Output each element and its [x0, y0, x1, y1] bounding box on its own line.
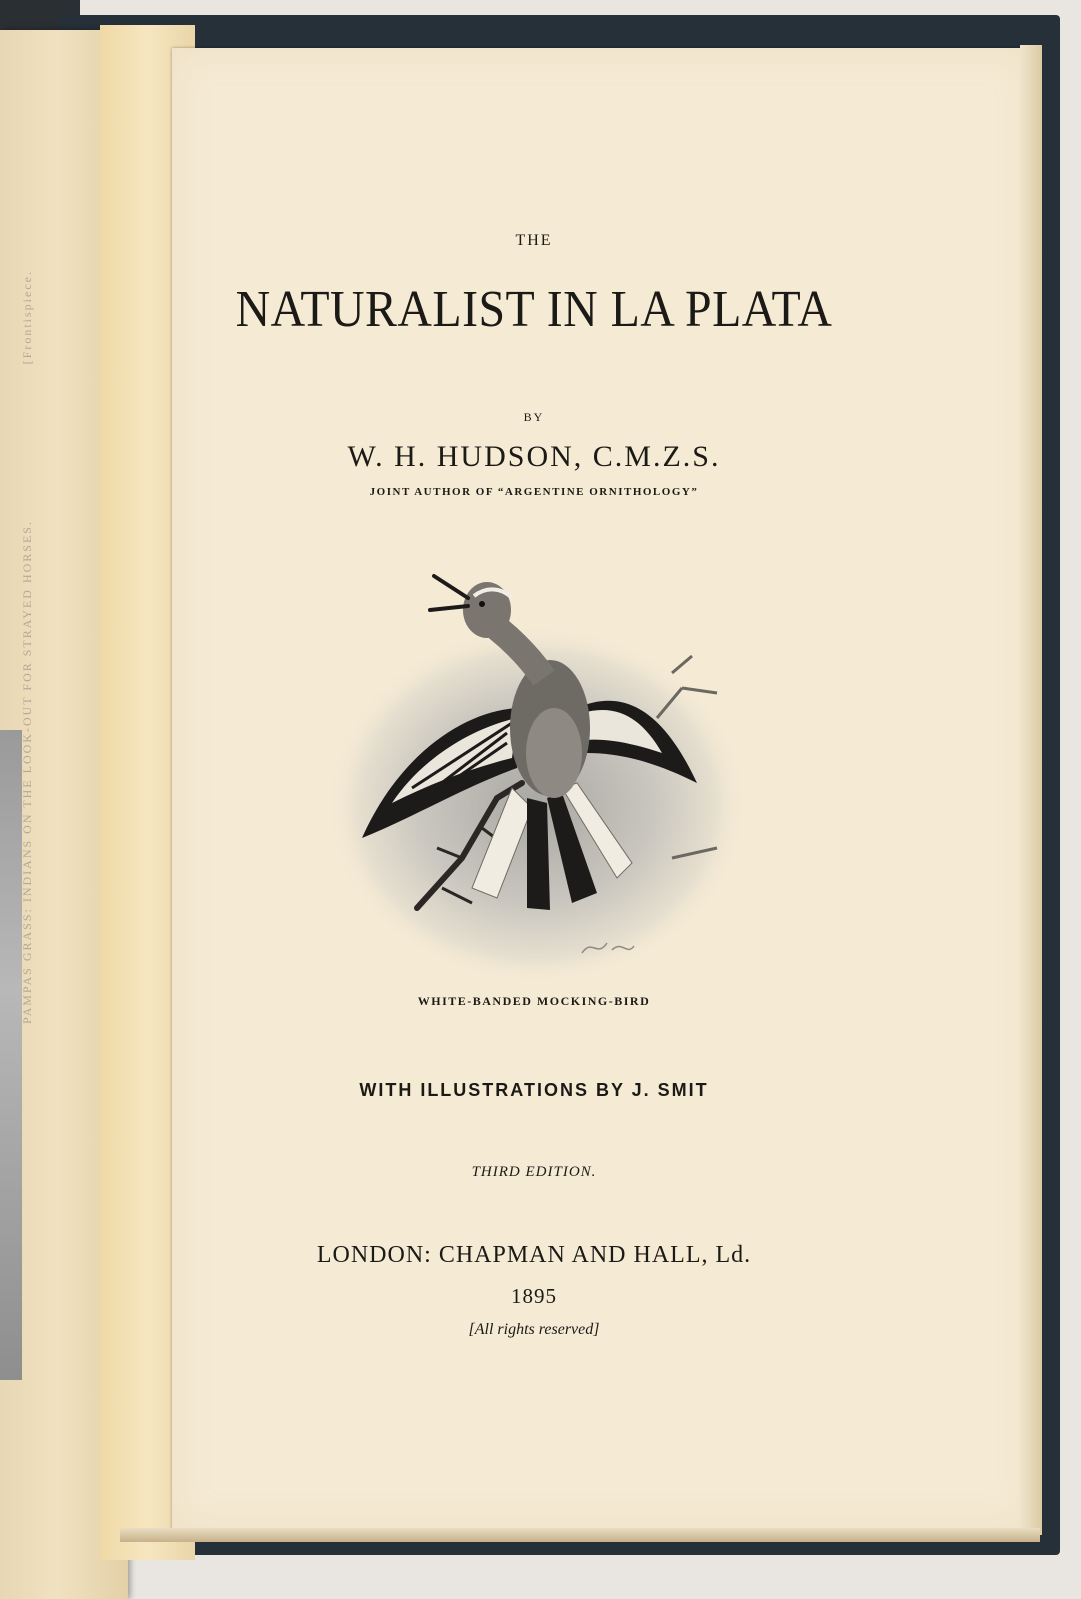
mocking-bird-illustration: [322, 558, 762, 978]
illustration-caption: WHITE-BANDED MOCKING-BIRD: [417, 994, 651, 1008]
frontispiece-tag: [Frontispiece.: [20, 270, 34, 365]
frontispiece-caption-block: [20, 270, 60, 1090]
author-name: W. H. HUDSON, C.M.Z.S.: [347, 440, 721, 473]
page-bottom-edge: [120, 1528, 1040, 1542]
frontispiece-caption: PAMPAS GRASS: INDIANS ON THE LOOK-OUT FOR STRAYED HORSES.: [20, 520, 34, 1024]
publication-year: 1895: [511, 1284, 557, 1308]
rights-notice: [All rights reserved]: [468, 1321, 600, 1338]
book-title: NATURALIST IN LA PLATA: [235, 281, 833, 338]
title-page: [172, 48, 1034, 1530]
page-fore-edge: [1020, 45, 1042, 1535]
illustrations-credit: WITH ILLUSTRATIONS BY J. SMIT: [359, 1080, 709, 1100]
byline-label: BY: [523, 410, 545, 424]
frontispiece-plate-edge: [0, 730, 22, 1380]
publisher: LONDON: CHAPMAN AND HALL, Ld.: [316, 1242, 752, 1268]
edition: THIRD EDITION.: [471, 1164, 597, 1180]
title-article: THE: [515, 232, 553, 249]
author-note: JOINT AUTHOR OF “ARGENTINE ORNITHOLOGY”: [369, 486, 699, 498]
